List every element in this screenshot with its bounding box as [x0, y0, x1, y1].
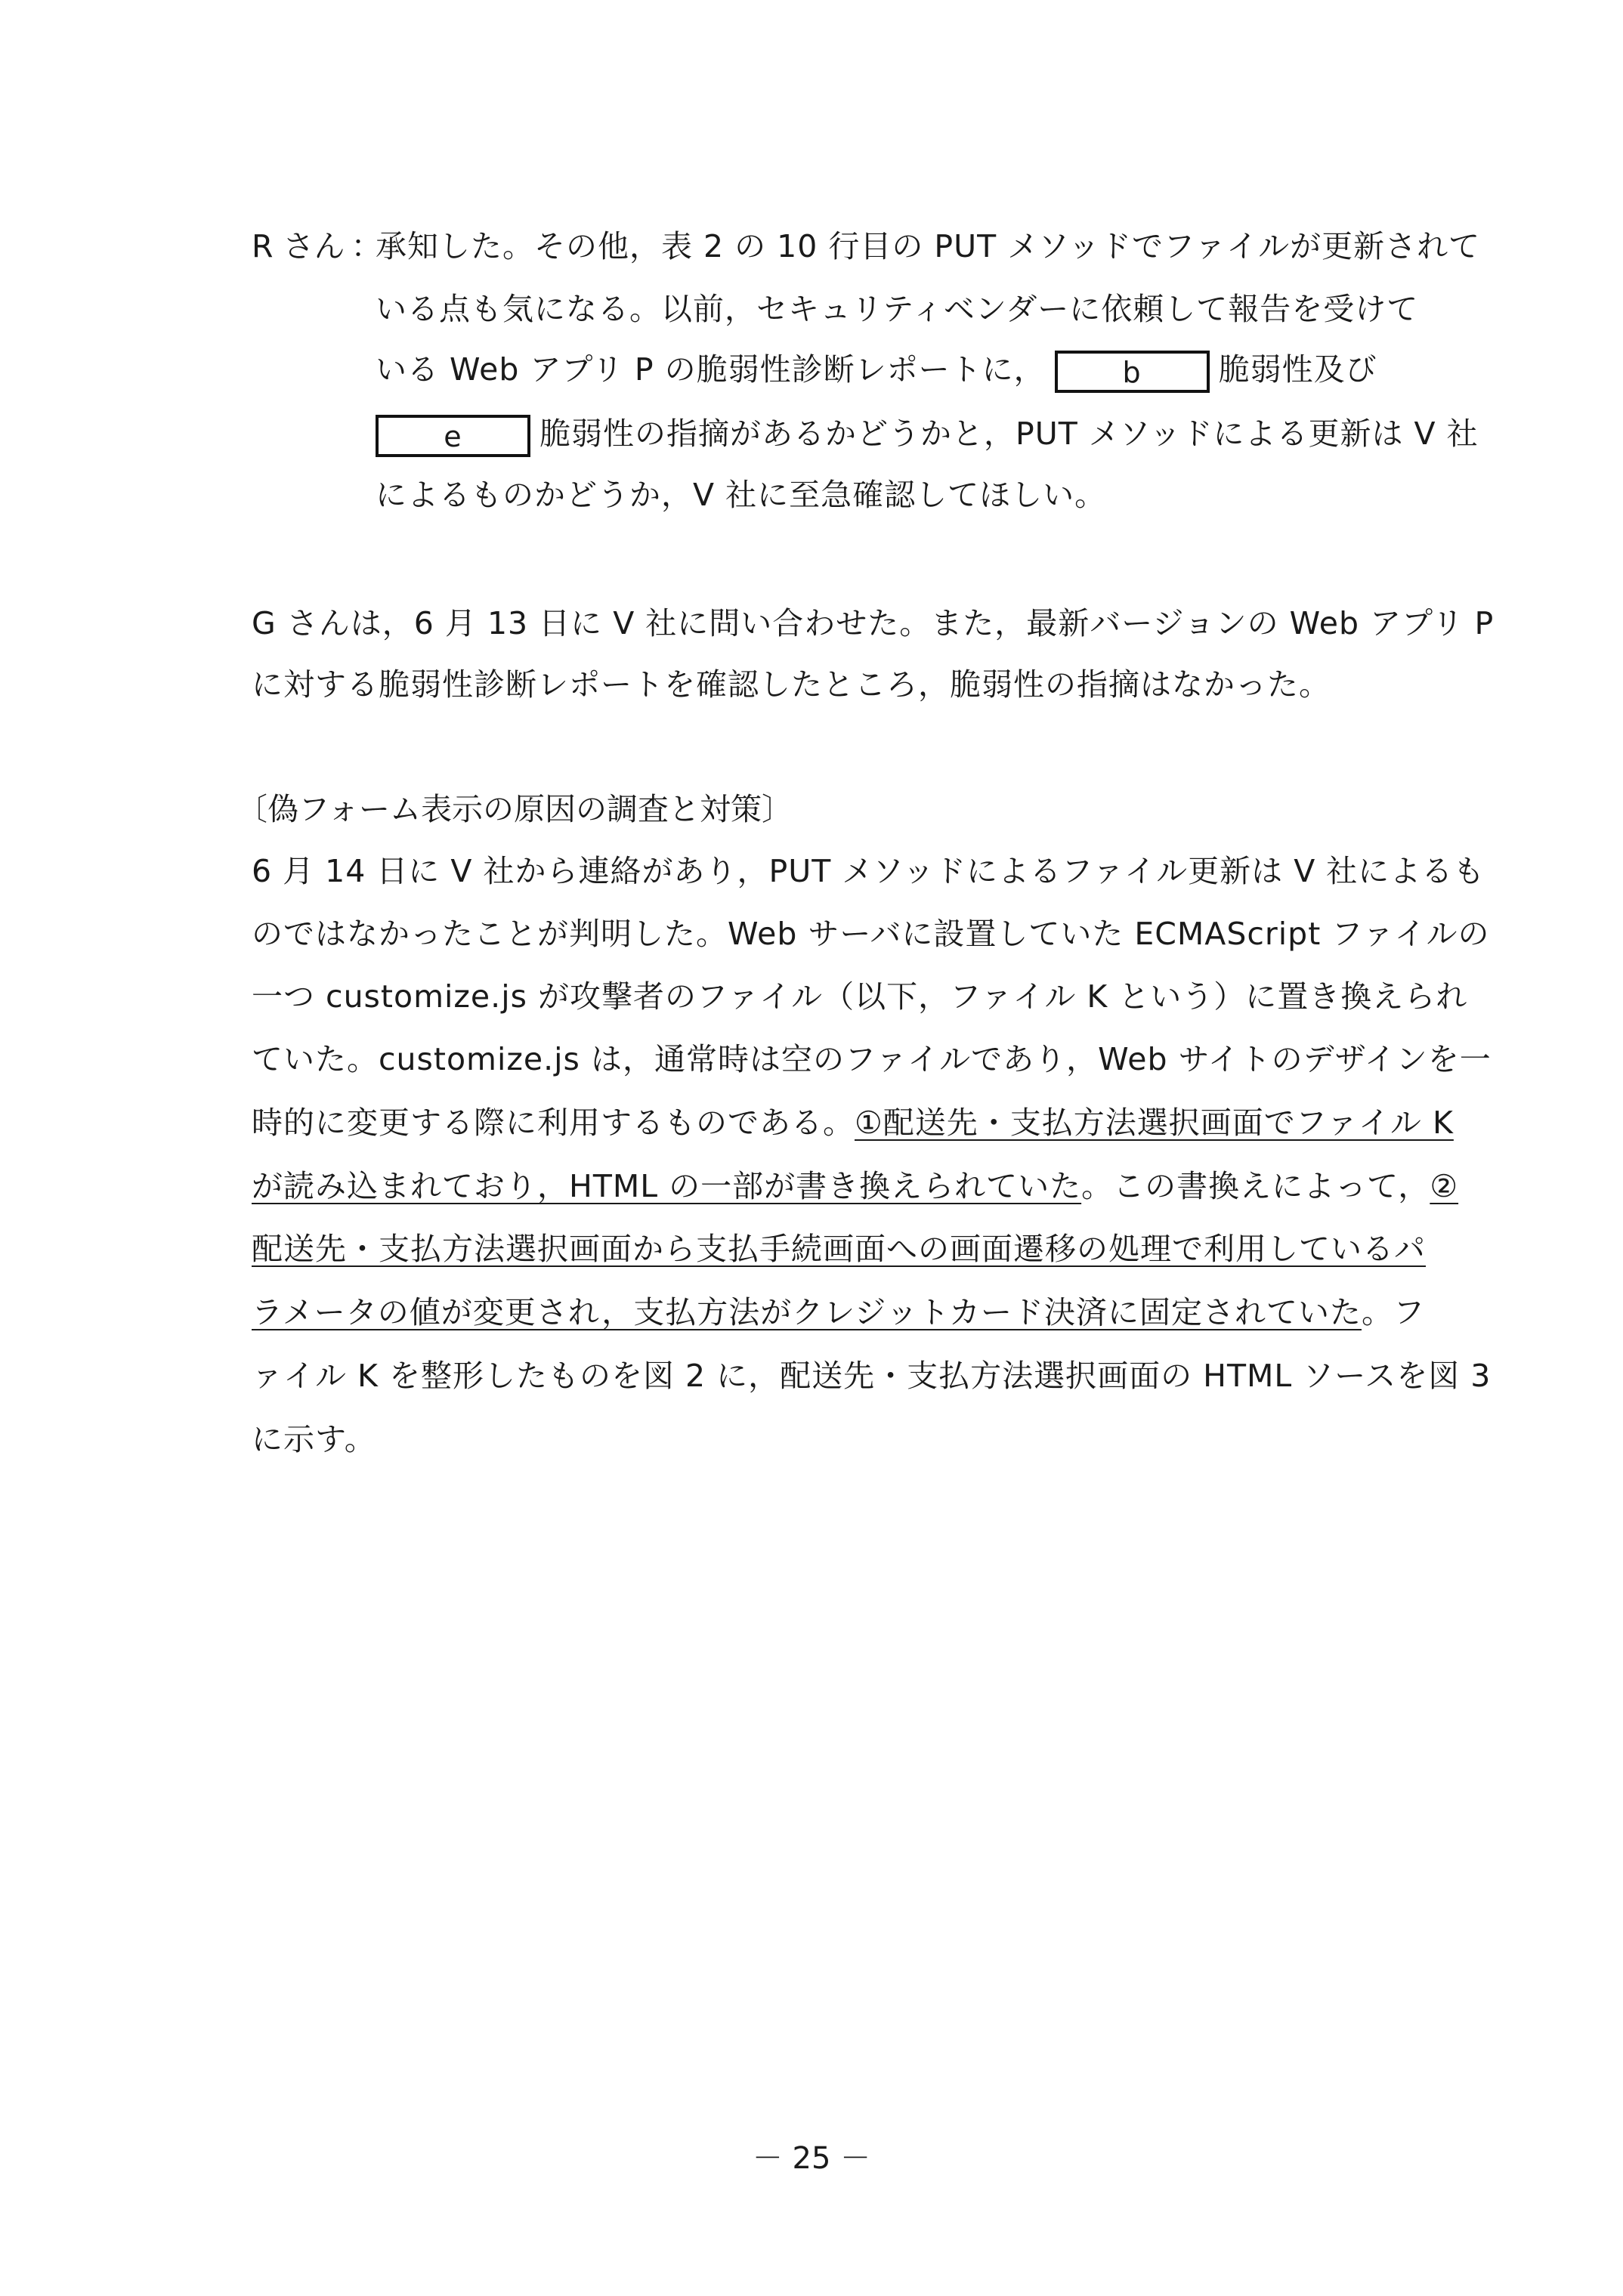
- dialogue-line-5: によるものかどうか，V 社に至急確認してほしい。: [376, 477, 1107, 513]
- paragraph-2-line-6-text: 。この書換えによって，: [1081, 1168, 1430, 1204]
- paragraph-2-line-4: ていた。customize.js は，通常時は空のファイルであり，Web サイトのデザインを一: [252, 1041, 1492, 1077]
- paragraph-2-line-2: のではなかったことが判明した。Web サーバに設置していた ECMAScript ファイルの: [252, 916, 1490, 952]
- paragraph-2-line-5-text: 時的に変更する際に利用するものである。: [252, 1105, 855, 1141]
- paragraph-1-line-1: G さんは，6 月 13 日に V 社に問い合わせた。また，最新バージョンの Web アプリ P: [252, 605, 1495, 641]
- speaker-label: [252, 225, 382, 267]
- page-number: － 25 －: [752, 2141, 871, 2176]
- speaker-separator: ：: [351, 228, 382, 264]
- dialogue-line-1: 承知した。その他，表 2 の 10 行目の PUT メソッドでファイルが更新されて: [376, 228, 1481, 264]
- paragraph-2-line-10: に示す。: [252, 1421, 376, 1457]
- paragraph-2-line-3: 一つ customize.js が攻撃者のファイル（以下，ファイル K という）に置き換えられ: [252, 978, 1468, 1015]
- paragraph-2-line-7: [252, 1228, 1426, 1270]
- blank-box-e: e: [376, 415, 530, 457]
- paragraph-2-line-5: [252, 1102, 1454, 1144]
- section-heading: 〔偽フォーム表示の原因の調査と対策〕: [236, 791, 793, 827]
- blank-box-b: b: [1055, 351, 1210, 393]
- paragraph-1-line-2: に対する脆弱性診断レポートを確認したところ，脆弱性の指摘はなかった。: [252, 666, 1331, 703]
- dialogue-line-3-tail: 脆弱性及び: [1218, 351, 1377, 388]
- dialogue-line-2: いる点も気になる。以前，セキュリティベンダーに依頼して報告を受けて: [376, 291, 1419, 327]
- dialogue-line-3: [376, 348, 1377, 391]
- underline-1-end: が読み込まれており，HTML の一部が書き換えられていた: [252, 1168, 1082, 1204]
- paragraph-2-line-1: 6 月 14 日に V 社から連絡があり，PUT メソッドによるファイル更新は V 社によるも: [252, 853, 1485, 889]
- paragraph-2-line-8: [252, 1291, 1425, 1333]
- paragraph-2-line-6: [252, 1165, 1458, 1207]
- underline-2-marker: ②: [1430, 1168, 1459, 1204]
- underline-1-start: ①配送先・支払方法選択画面でファイル K: [855, 1105, 1454, 1141]
- paragraph-2-line-9: ァイル K を整形したものを図 2 に，配送先・支払方法選択画面の HTML ソースを図 3: [252, 1358, 1492, 1394]
- speaker-name: R さん: [252, 228, 345, 264]
- dialogue-line-3-text: いる Web アプリ P の脆弱性診断レポートに，: [376, 351, 1046, 388]
- dialogue-line-4-text: 脆弱性の指摘があるかどうかと，PUT メソッドによる更新は V 社: [539, 416, 1479, 452]
- underline-2-end: ラメータの値が変更され，支払方法がクレジットカード決済に固定されていた: [252, 1294, 1362, 1330]
- dialogue-line-4: [376, 413, 1479, 455]
- underline-2-middle: 配送先・支払方法選択画面から支払手続画面への画面遷移の処理で利用しているパ: [252, 1231, 1426, 1267]
- paragraph-2-line-8-text: 。フ: [1361, 1294, 1425, 1330]
